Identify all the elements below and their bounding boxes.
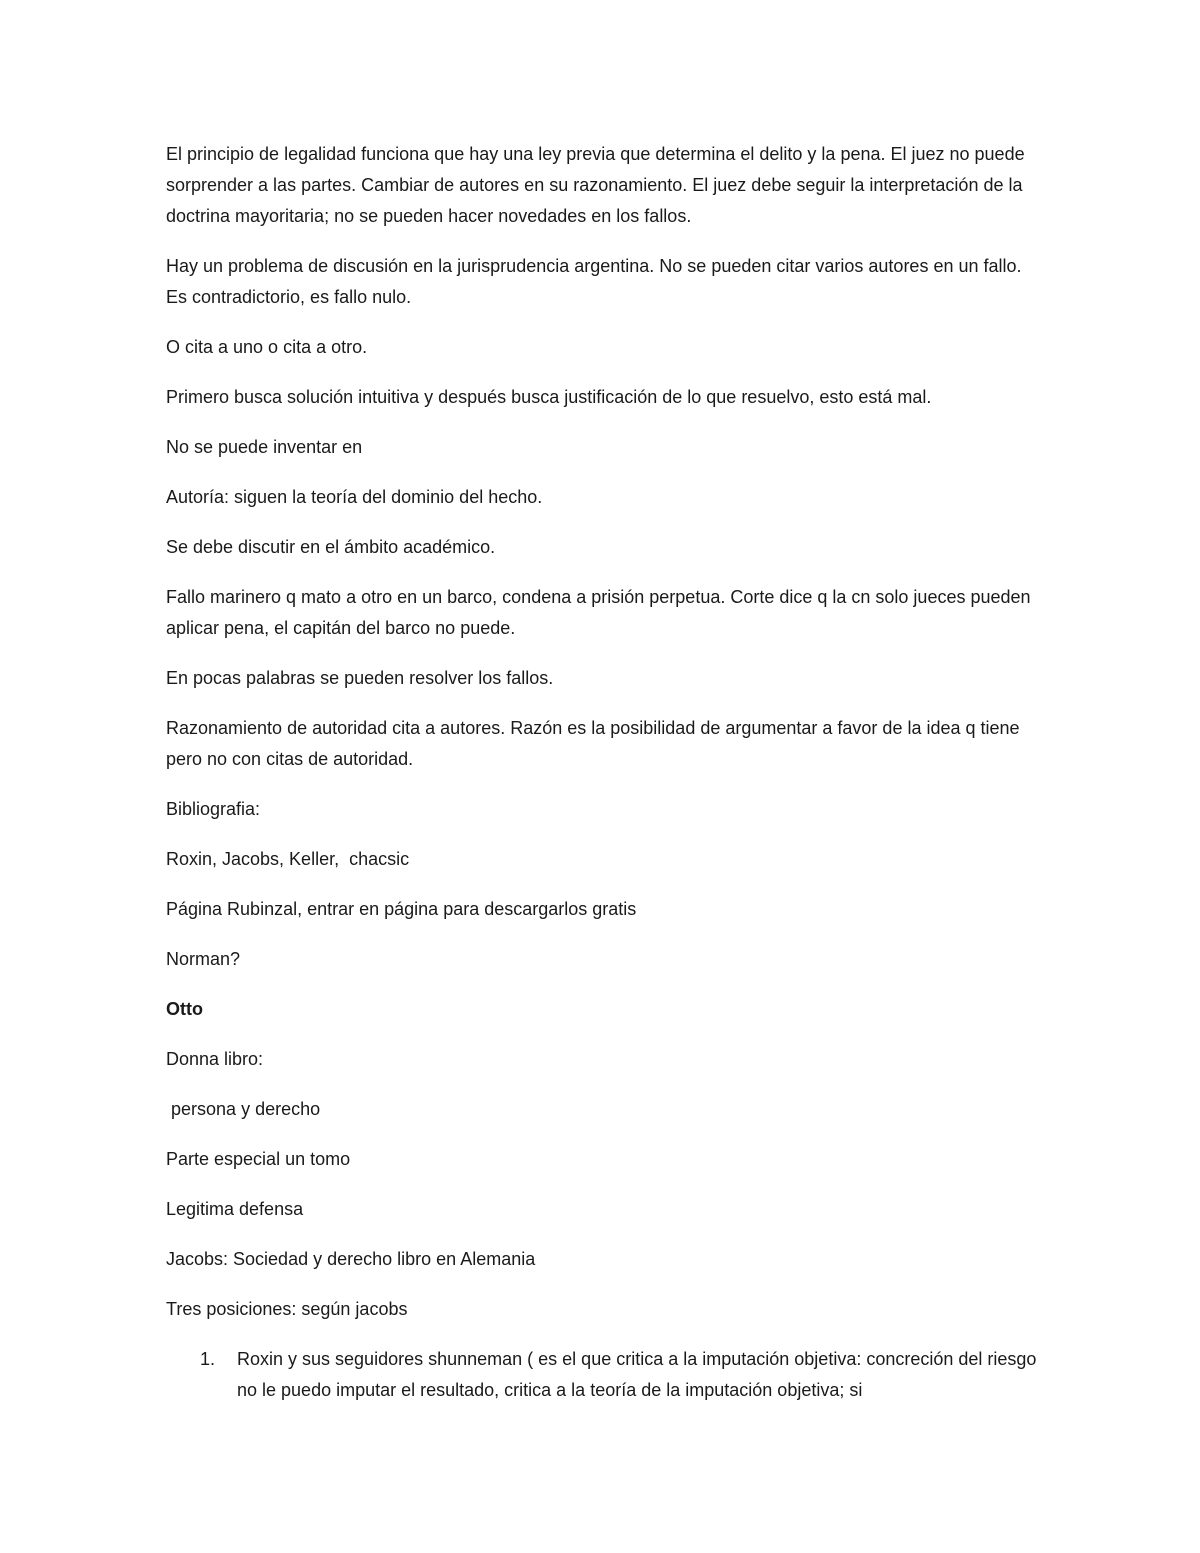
numbered-list (166, 1344, 1046, 1406)
paragraph: persona y derecho (166, 1099, 321, 1119)
paragraph: Roxin, Jacobs, Keller, chacsic (166, 849, 410, 869)
paragraph: Página Rubinzal, entrar en página para descargarlos gratis (166, 899, 637, 919)
paragraph: El principio de legalidad funciona que hay una ley previa que determina el delito y la pena. El juez no puede sorprender a las partes. Cambiar de autores en su razonamiento. El juez debe seguir la interpretación de la doctrina mayoritaria; no se pueden hacer novedades en los fallos. (166, 144, 1030, 226)
paragraph: En pocas palabras se pueden resolver los fallos. (166, 668, 554, 688)
paragraph: Legitima defensa (166, 1199, 304, 1219)
list-item-number: 1. (200, 1349, 216, 1369)
document-body (166, 139, 1046, 1406)
bold-paragraph: Otto (166, 999, 203, 1019)
paragraph: Se debe discutir en el ámbito académico. (166, 537, 496, 557)
paragraph: Fallo marinero q mato a otro en un barco, condena a prisión perpetua. Corte dice q la cn solo jueces pueden aplicar pena, el capitán del barco no puede. (166, 587, 1036, 638)
paragraph: O cita a uno o cita a otro. (166, 337, 368, 357)
paragraph: Autoría: siguen la teoría del dominio del hecho. (166, 487, 543, 507)
paragraph: Jacobs: Sociedad y derecho libro en Alemania (166, 1249, 536, 1269)
paragraph: Parte especial un tomo (166, 1149, 351, 1169)
list-item (166, 1344, 1046, 1406)
paragraph: Donna libro: (166, 1049, 264, 1069)
paragraph: Norman? (166, 949, 241, 969)
paragraph: Tres posiciones: según jacobs (166, 1299, 408, 1319)
paragraph: Razonamiento de autoridad cita a autores. Razón es la posibilidad de argumentar a favor de la idea q tiene pero no con citas de autoridad. (166, 718, 1025, 769)
paragraph: Primero busca solución intuitiva y después busca justificación de lo que resuelvo, esto está mal. (166, 387, 932, 407)
bibliography-heading: Bibliografia: (166, 799, 261, 819)
paragraph: Hay un problema de discusión en la jurisprudencia argentina. No se pueden citar varios autores en un fallo. Es contradictorio, es fallo nulo. (166, 256, 1027, 307)
list-item-text: Roxin y sus seguidores shunneman ( es el que critica a la imputación objetiva: concreción del riesgo no le puedo imputar el resultado, critica a la teoría de la imputación objetiva; si (237, 1349, 1037, 1400)
paragraph: No se puede inventar en (166, 437, 363, 457)
